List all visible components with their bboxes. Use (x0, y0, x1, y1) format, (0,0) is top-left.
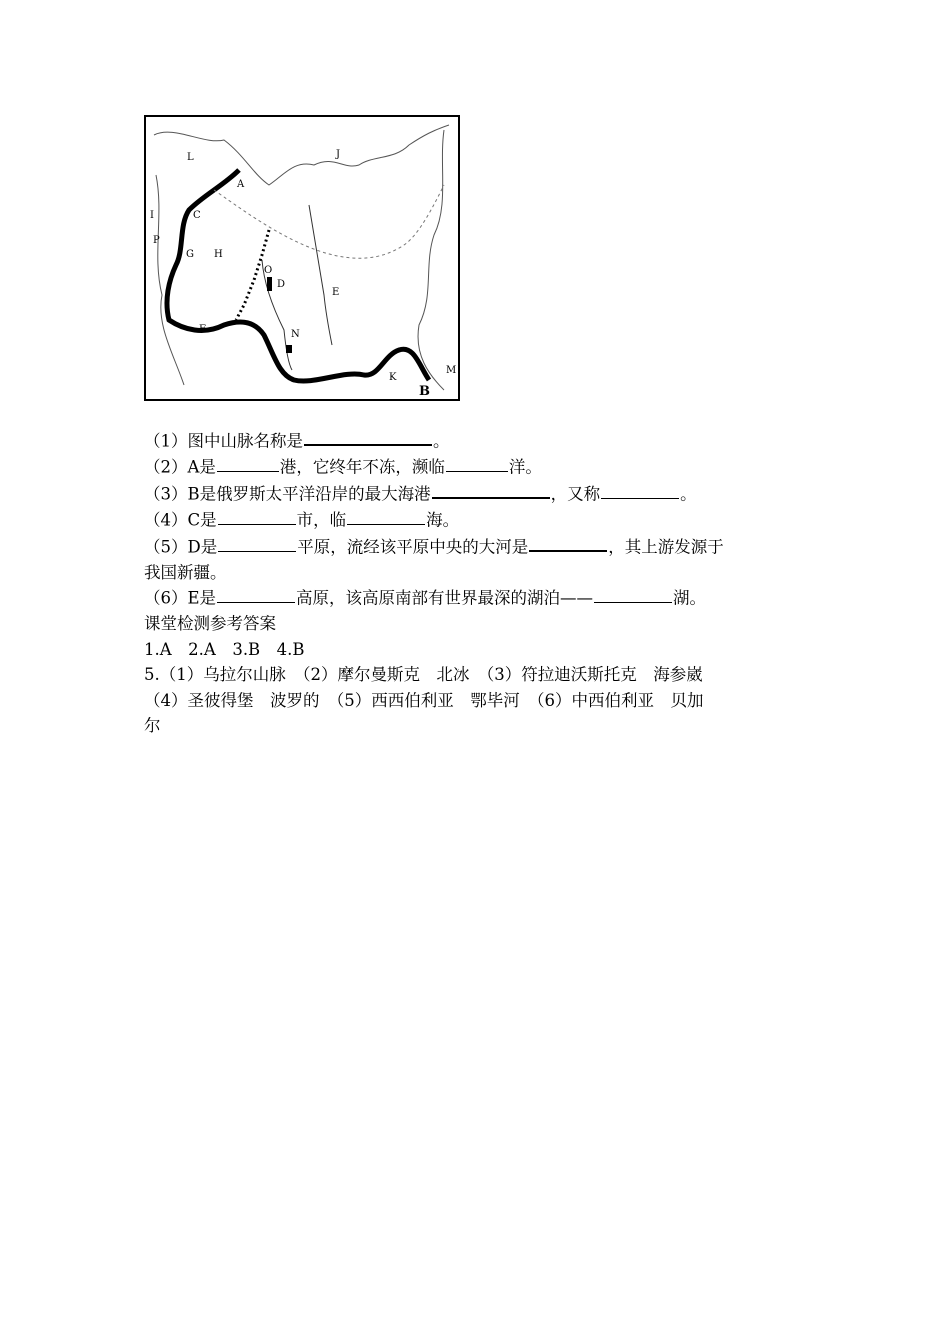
answers-line: 尔 (144, 716, 161, 736)
russia-map-figure (144, 115, 460, 401)
map-label: L (187, 152, 194, 163)
question-text: （3）B是俄罗斯太平洋沿岸的最大海港 (144, 484, 431, 504)
map-label: C (193, 210, 201, 221)
map-label: F (199, 324, 206, 335)
question-4 (144, 507, 824, 533)
question-1 (144, 427, 824, 454)
question-text: （1）图中山脉名称是 (144, 431, 303, 451)
map-label: A (237, 179, 245, 190)
question-2 (144, 454, 824, 480)
question-text: 。 (433, 431, 450, 451)
answer-blank[interactable] (217, 454, 279, 472)
map-label: M (446, 365, 457, 376)
map-label: P (153, 235, 160, 246)
question-text: 。 (680, 484, 697, 504)
question-text: （4）C是 (144, 510, 217, 530)
map-label: J (336, 149, 341, 160)
map-label: E (332, 287, 340, 298)
question-text: 高原，该高原南部有世界最深的湖泊—— (296, 588, 594, 608)
question-text: ，其上游发源于 (608, 536, 724, 556)
answers-line: 1.A 2.A 3.B 4.B (144, 639, 305, 659)
map-marker-o (267, 277, 272, 291)
question-5-cont: 我国新疆。 (144, 562, 227, 582)
question-text: 港，它终年不冻，濒临 (279, 457, 445, 477)
answers-line: （4）圣彼得堡 波罗的 （5）西西伯利亚 鄂毕河 （6）中西伯利亚 贝加 (144, 690, 704, 710)
question-text: ，又称 (550, 484, 601, 504)
question-text: 海。 (426, 510, 460, 530)
question-text: （5）D是 (144, 536, 218, 556)
question-3 (144, 480, 824, 507)
answer-blank[interactable] (446, 454, 508, 472)
map-marker-n (286, 345, 292, 353)
answer-blank[interactable] (601, 481, 679, 499)
question-text: 市，临 (296, 510, 347, 530)
answer-blank[interactable] (432, 480, 550, 499)
document-text (144, 427, 824, 739)
answer-blank[interactable] (594, 585, 672, 603)
question-text: 洋。 (508, 457, 542, 477)
answers-heading: 课堂检测参考答案 (144, 614, 276, 634)
question-text: （6）E是 (144, 588, 217, 608)
answer-blank[interactable] (304, 427, 432, 446)
map-label: N (291, 329, 300, 340)
question-text: 平原，流经该平原中央的大河是 (297, 536, 529, 556)
map-label: D (277, 279, 286, 290)
map-label: H (214, 249, 223, 260)
map-label: K (389, 372, 397, 383)
map-label: O (264, 265, 273, 276)
answer-blank[interactable] (217, 585, 295, 603)
answer-blank[interactable] (218, 534, 296, 552)
answer-blank[interactable] (218, 507, 296, 525)
answer-blank[interactable] (529, 533, 607, 552)
map-label: B (419, 384, 430, 399)
answer-blank[interactable] (347, 507, 425, 525)
answers-line: 5.（1）乌拉尔山脉 （2）摩尔曼斯克 北冰 （3）符拉迪沃斯托克 海参崴 (144, 665, 703, 685)
question-text: （2）A是 (144, 457, 216, 477)
map-label: I (150, 210, 154, 221)
map-label: G (186, 249, 194, 260)
question-6 (144, 585, 824, 611)
question-5 (144, 533, 824, 560)
question-text: 湖。 (673, 588, 707, 608)
